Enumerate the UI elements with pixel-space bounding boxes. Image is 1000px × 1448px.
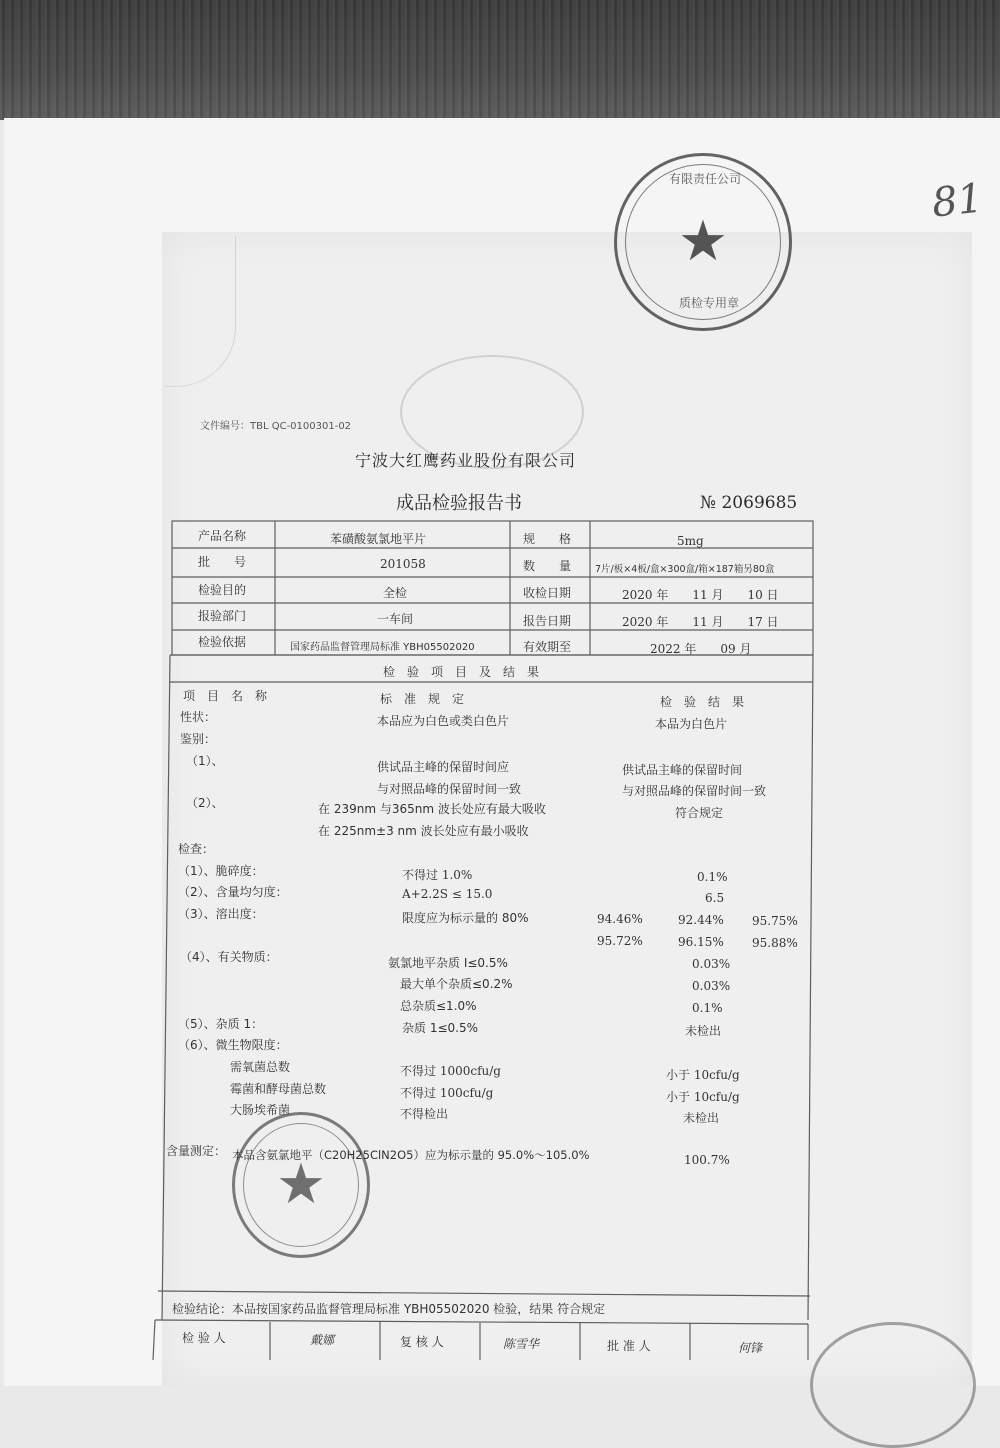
aerobic-result: 小于 10cfu/g — [666, 1068, 740, 1082]
related-result-2: 0.03% — [692, 979, 731, 993]
conclusion: 检验结论：本品按国家药品监督管理局标准 YBH05502020 检验，结果 符合规定 — [172, 1302, 606, 1316]
basis-label: 检验依据 — [198, 635, 247, 649]
mold-yeast-label: 霉菌和酵母菌总数 — [230, 1082, 327, 1096]
impurity-result: 未检出 — [685, 1024, 722, 1038]
reviewer-signature: 陈雪华 — [503, 1337, 540, 1351]
department-value: 一车间 — [377, 612, 414, 626]
document-number: 文件编号：TBL QC-0100301-02 — [200, 421, 352, 432]
batch-value: 201058 — [380, 557, 426, 571]
identification-2-result: 符合规定 — [675, 806, 724, 820]
expiry-value: 2022 年 09 月 — [650, 642, 752, 656]
identification-1-standard-b: 与对照品峰的保留时间一致 — [377, 782, 522, 796]
dissolution-result-4: 95.72% — [597, 934, 643, 948]
dissolution-label: （3）、溶出度： — [178, 907, 264, 921]
aerobic-standard: 不得过 1000cfu/g — [400, 1064, 501, 1078]
column-standard-header: 标 准 规 定 — [380, 692, 465, 706]
related-standard-1: 氨氯地平杂质 Ⅰ≤0.5% — [388, 956, 508, 970]
spec-label: 规 格 — [523, 532, 572, 546]
star-icon: ★ — [275, 1152, 327, 1217]
identification-2-standard-b: 在 225nm±3 nm 波长处应有最小吸收 — [318, 824, 529, 838]
related-result-1: 0.03% — [692, 957, 731, 971]
identification-label: 鉴别： — [180, 732, 217, 746]
section-title: 检 验 项 目 及 结 果 — [383, 665, 540, 679]
appearance-label: 性状： — [180, 710, 217, 724]
friability-result: 0.1% — [697, 870, 728, 884]
friability-label: （1）、脆碎度： — [178, 864, 264, 878]
quantity-value: 7片/板×4板/盒×300盒/箱×187箱另80盒 — [595, 564, 775, 575]
uniformity-result: 6.5 — [705, 891, 725, 905]
basis-value: 国家药品监督管理局标准 YBH05502020 — [290, 642, 475, 653]
product-name-label: 产品名称 — [198, 529, 247, 543]
appearance-standard: 本品应为白色或类白色片 — [377, 714, 510, 728]
received-date-value: 2020 年 11 月 10 日 — [622, 588, 779, 602]
approver-label: 批 准 人 — [607, 1339, 651, 1353]
related-standard-3: 总杂质≤1.0% — [400, 999, 477, 1013]
column-item-header: 项 目 名 称 — [183, 689, 268, 703]
ecoli-standard: 不得检出 — [400, 1107, 449, 1121]
company-seal-stamp: ★ 有限责任公司 质检专用章 — [614, 153, 792, 331]
purpose-label: 检验目的 — [198, 583, 247, 597]
inspection-seal-stamp — [232, 1112, 370, 1258]
related-substances-label: （4）、有关物质： — [180, 950, 278, 964]
report-number: № 2069685 — [700, 493, 798, 513]
check-label: 检查： — [178, 842, 215, 856]
dissolution-result-5: 96.15% — [678, 935, 724, 949]
report-title: 成品检验报告书 — [396, 493, 522, 514]
inspector-signature: 戴娜 — [310, 1333, 335, 1347]
product-name-value: 苯磺酸氨氯地平片 — [330, 532, 427, 546]
ecoli-label: 大肠埃希菌 — [230, 1103, 291, 1117]
handwritten-page-number: 81 — [929, 175, 986, 227]
identification-1-result-b: 与对照品峰的保留时间一致 — [622, 784, 767, 798]
company-name: 宁波大红鹰药业股份有限公司 — [355, 451, 577, 470]
reviewer-label: 复 核 人 — [400, 1335, 444, 1349]
expiry-label: 有效期至 — [523, 640, 572, 654]
related-standard-2: 最大单个杂质≤0.2% — [400, 977, 513, 991]
friability-standard: 不得过 1.0% — [402, 868, 473, 882]
quantity-label: 数 量 — [523, 559, 572, 573]
identification-1-label: （1）、 — [186, 754, 224, 768]
mold-yeast-standard: 不得过 100cfu/g — [400, 1086, 494, 1100]
report-date-value: 2020 年 11 月 17 日 — [622, 615, 779, 629]
batch-label: 批 号 — [198, 555, 247, 569]
department-label: 报验部门 — [198, 609, 247, 623]
approver-signature: 何锋 — [738, 1341, 763, 1355]
related-result-3: 0.1% — [692, 1001, 723, 1015]
mold-yeast-result: 小于 10cfu/g — [666, 1090, 740, 1104]
identification-2-standard-a: 在 239nm 与365nm 波长处应有最大吸收 — [318, 802, 546, 816]
dissolution-result-2: 92.44% — [678, 913, 724, 927]
aerobic-label: 需氧菌总数 — [230, 1060, 291, 1074]
impurity-label: （5）、杂质 1： — [178, 1017, 264, 1031]
dissolution-result-3: 95.75% — [752, 914, 798, 928]
report-date-label: 报告日期 — [523, 614, 572, 628]
received-date-label: 收检日期 — [523, 586, 572, 600]
identification-1-result-a: 供试品主峰的保留时间 — [622, 763, 743, 777]
uniformity-standard: A+2.2S ≤ 15.0 — [402, 887, 493, 901]
assay-result: 100.7% — [684, 1153, 730, 1167]
appearance-result: 本品为白色片 — [655, 717, 728, 731]
purpose-value: 全检 — [383, 586, 408, 600]
microbial-label: （6）、微生物限度： — [178, 1038, 288, 1052]
identification-2-label: （2）、 — [186, 796, 224, 810]
ecoli-result: 未检出 — [683, 1111, 720, 1125]
identification-1-standard-a: 供试品主峰的保留时间应 — [377, 760, 510, 774]
assay-label: 含量测定： — [166, 1144, 227, 1158]
column-result-header: 检 验 结 果 — [660, 695, 745, 709]
spec-value: 5mg — [677, 534, 704, 548]
dissolution-result-6: 95.88% — [752, 936, 798, 950]
impurity-standard: 杂质 1≤0.5% — [402, 1021, 478, 1035]
inspector-label: 检 验 人 — [182, 1331, 226, 1345]
partial-seal-stamp — [810, 1322, 976, 1448]
uniformity-label: （2）、含量均匀度： — [178, 885, 288, 899]
dissolution-standard: 限度应为标示量的 80% — [402, 911, 529, 925]
star-icon: ★ — [677, 209, 729, 274]
dissolution-result-1: 94.46% — [597, 912, 643, 926]
assay-standard: 本品含氨氯地平（C20H25ClN2O5）应为标示量的 95.0%～105.0% — [232, 1148, 590, 1162]
